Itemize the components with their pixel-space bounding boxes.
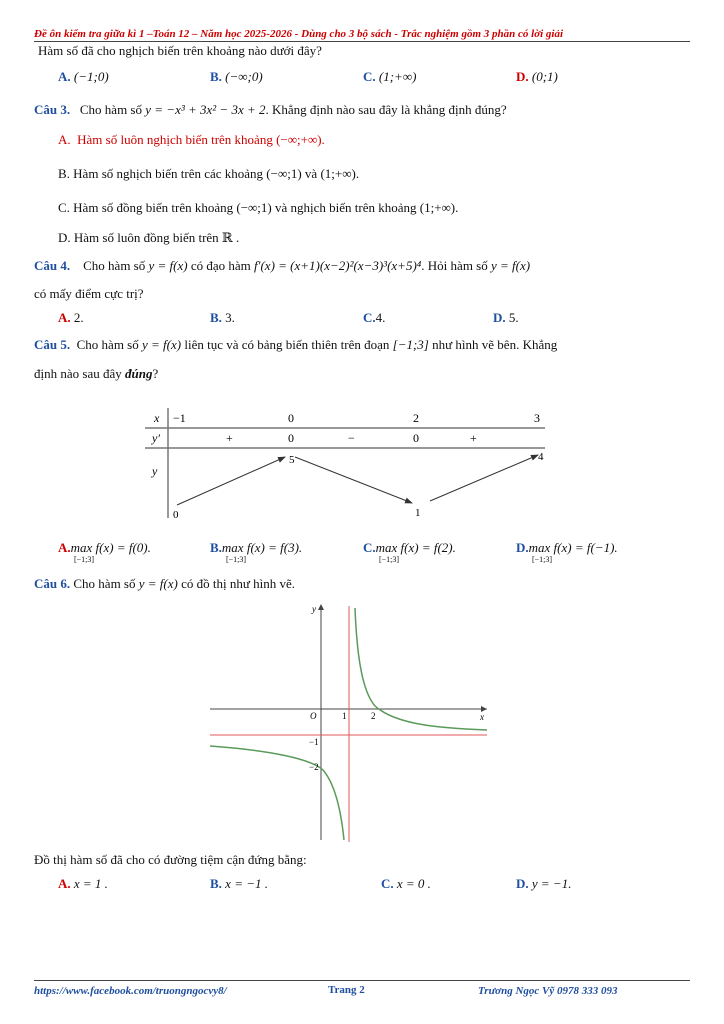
q3-stem: Câu 3. Cho hàm số y = −x³ + 3x² − 3x + 2. Khẳng định nào sau đây là khẳng định đúng? (34, 102, 507, 117)
graph-tick-y1: −1 (309, 737, 319, 747)
q2-answer-a[interactable]: A. (−1;0) (58, 69, 109, 84)
q5-answer-b[interactable]: B.max f(x) = f(3). (210, 540, 303, 555)
vt-y-1: 5 (289, 454, 295, 466)
q6-answer-d[interactable]: D. y = −1. (516, 876, 572, 891)
q2-answer-c[interactable]: C. (1;+∞) (363, 69, 417, 84)
vt-y-0: 0 (173, 509, 179, 521)
vt-yp-0: + (226, 431, 233, 445)
q6-stem: Câu 6. Cho hàm số y = f(x) có đồ thị như hình vẽ. (34, 576, 296, 591)
q5-max-sub-a: [−1;3] (74, 555, 95, 564)
q3-answer-c[interactable]: C. Hàm số đồng biến trên khoảng (−∞;1) và nghịch biến trên khoảng (1;+∞). (58, 200, 459, 215)
graph-origin: O (310, 711, 317, 721)
footer-rule (34, 980, 690, 981)
q4-answer-c[interactable]: C.4. (363, 310, 386, 325)
vt-yp-4: + (470, 431, 477, 445)
footer-page-number: Trang 2 (328, 984, 365, 996)
vt-y-2: 1 (415, 507, 421, 519)
q5-max-sub-c: [−1;3] (379, 555, 400, 564)
vt-yp-3: 0 (413, 431, 419, 445)
q3-answer-a[interactable]: A. Hàm số luôn nghịch biến trên khoảng (−∞;+∞). (58, 132, 325, 147)
q4-stem: Câu 4. Cho hàm số y = f(x) có đạo hàm f′(x) = (x+1)(x−2)²(x−3)³(x+5)⁴. Hỏi hàm số y = f(x) (34, 258, 531, 273)
q5-stem: Câu 5. Cho hàm số y = f(x) liên tục và có bảng biến thiên trên đoạn [−1;3] như hình vẽ bên. Khẳng (34, 337, 558, 352)
vt-x-0: −1 (173, 411, 186, 425)
page-header: Đề ôn kiểm tra giữa kì 1 –Toán 12 – Năm học 2025-2026 - Dùng cho 3 bộ sách - Trắc nghiệm gồm 3 phần có lời giải (34, 28, 564, 40)
vt-y-3: 4 (538, 451, 544, 463)
vt-y-label: y (152, 464, 158, 478)
graph-tick-y2: −2 (309, 762, 319, 772)
footer-author: Trương Ngọc Vỹ 0978 333 093 (478, 985, 618, 997)
q2-answer-b[interactable]: B. (−∞;0) (210, 69, 263, 84)
q5-max-sub-d: [−1;3] (532, 555, 553, 564)
vt-arrow-1 (177, 457, 285, 505)
q3-answer-b[interactable]: B. Hàm số nghịch biến trên các khoảng (−∞;1) và (1;+∞). (58, 166, 360, 181)
q4-answer-a[interactable]: A. 2. (58, 310, 84, 325)
q5-max-sub-b: [−1;3] (226, 555, 247, 564)
q4-answer-b[interactable]: B. 3. (210, 310, 235, 325)
q5-answer-d[interactable]: D.max f(x) = f(−1). (516, 540, 618, 555)
graph-tick-x2: 2 (371, 711, 376, 721)
vt-arrow-3 (430, 455, 538, 501)
q6-answer-c[interactable]: C. x = 0 . (381, 876, 431, 891)
graph-y-label: y (312, 604, 316, 614)
q5-stem-line2: định nào sau đây đúng? (34, 366, 159, 381)
q6-question: Đồ thị hàm số đã cho có đường tiệm cận đứng bằng: (34, 852, 307, 867)
vt-x-2: 2 (413, 411, 419, 425)
function-graph (205, 600, 495, 845)
vt-arrow-2 (295, 457, 412, 503)
q4-stem-line2: có mấy điểm cực trị? (34, 286, 144, 301)
q2-stem: Hàm số đã cho nghịch biến trên khoảng nào dưới đây? (38, 43, 322, 58)
footer-link[interactable]: https://www.facebook.com/truongngocvy8/ (34, 985, 227, 997)
q6-answer-b[interactable]: B. x = −1 . (210, 876, 268, 891)
q5-answer-c[interactable]: C.max f(x) = f(2). (363, 540, 456, 555)
q3-answer-d[interactable]: D. Hàm số luôn đồng biến trên ℝ . (58, 230, 240, 245)
q5-answer-a[interactable]: A.max f(x) = f(0). (58, 540, 151, 555)
left-branch (210, 746, 344, 840)
vt-yp-label: y′ (152, 431, 160, 445)
q6-answer-a[interactable]: A. x = 1 . (58, 876, 108, 891)
vt-x-label: x (154, 411, 160, 425)
q4-answer-d[interactable]: D. 5. (493, 310, 519, 325)
variation-table (140, 405, 550, 523)
graph-tick-x1: 1 (342, 711, 347, 721)
q2-answer-d[interactable]: D. (0;1) (516, 69, 558, 84)
vt-x-3: 3 (534, 411, 540, 425)
vt-x-1: 0 (288, 411, 294, 425)
graph-x-label: x (480, 712, 484, 722)
header-rule (34, 41, 690, 42)
vt-yp-2: − (348, 431, 355, 445)
vt-yp-1: 0 (288, 431, 294, 445)
